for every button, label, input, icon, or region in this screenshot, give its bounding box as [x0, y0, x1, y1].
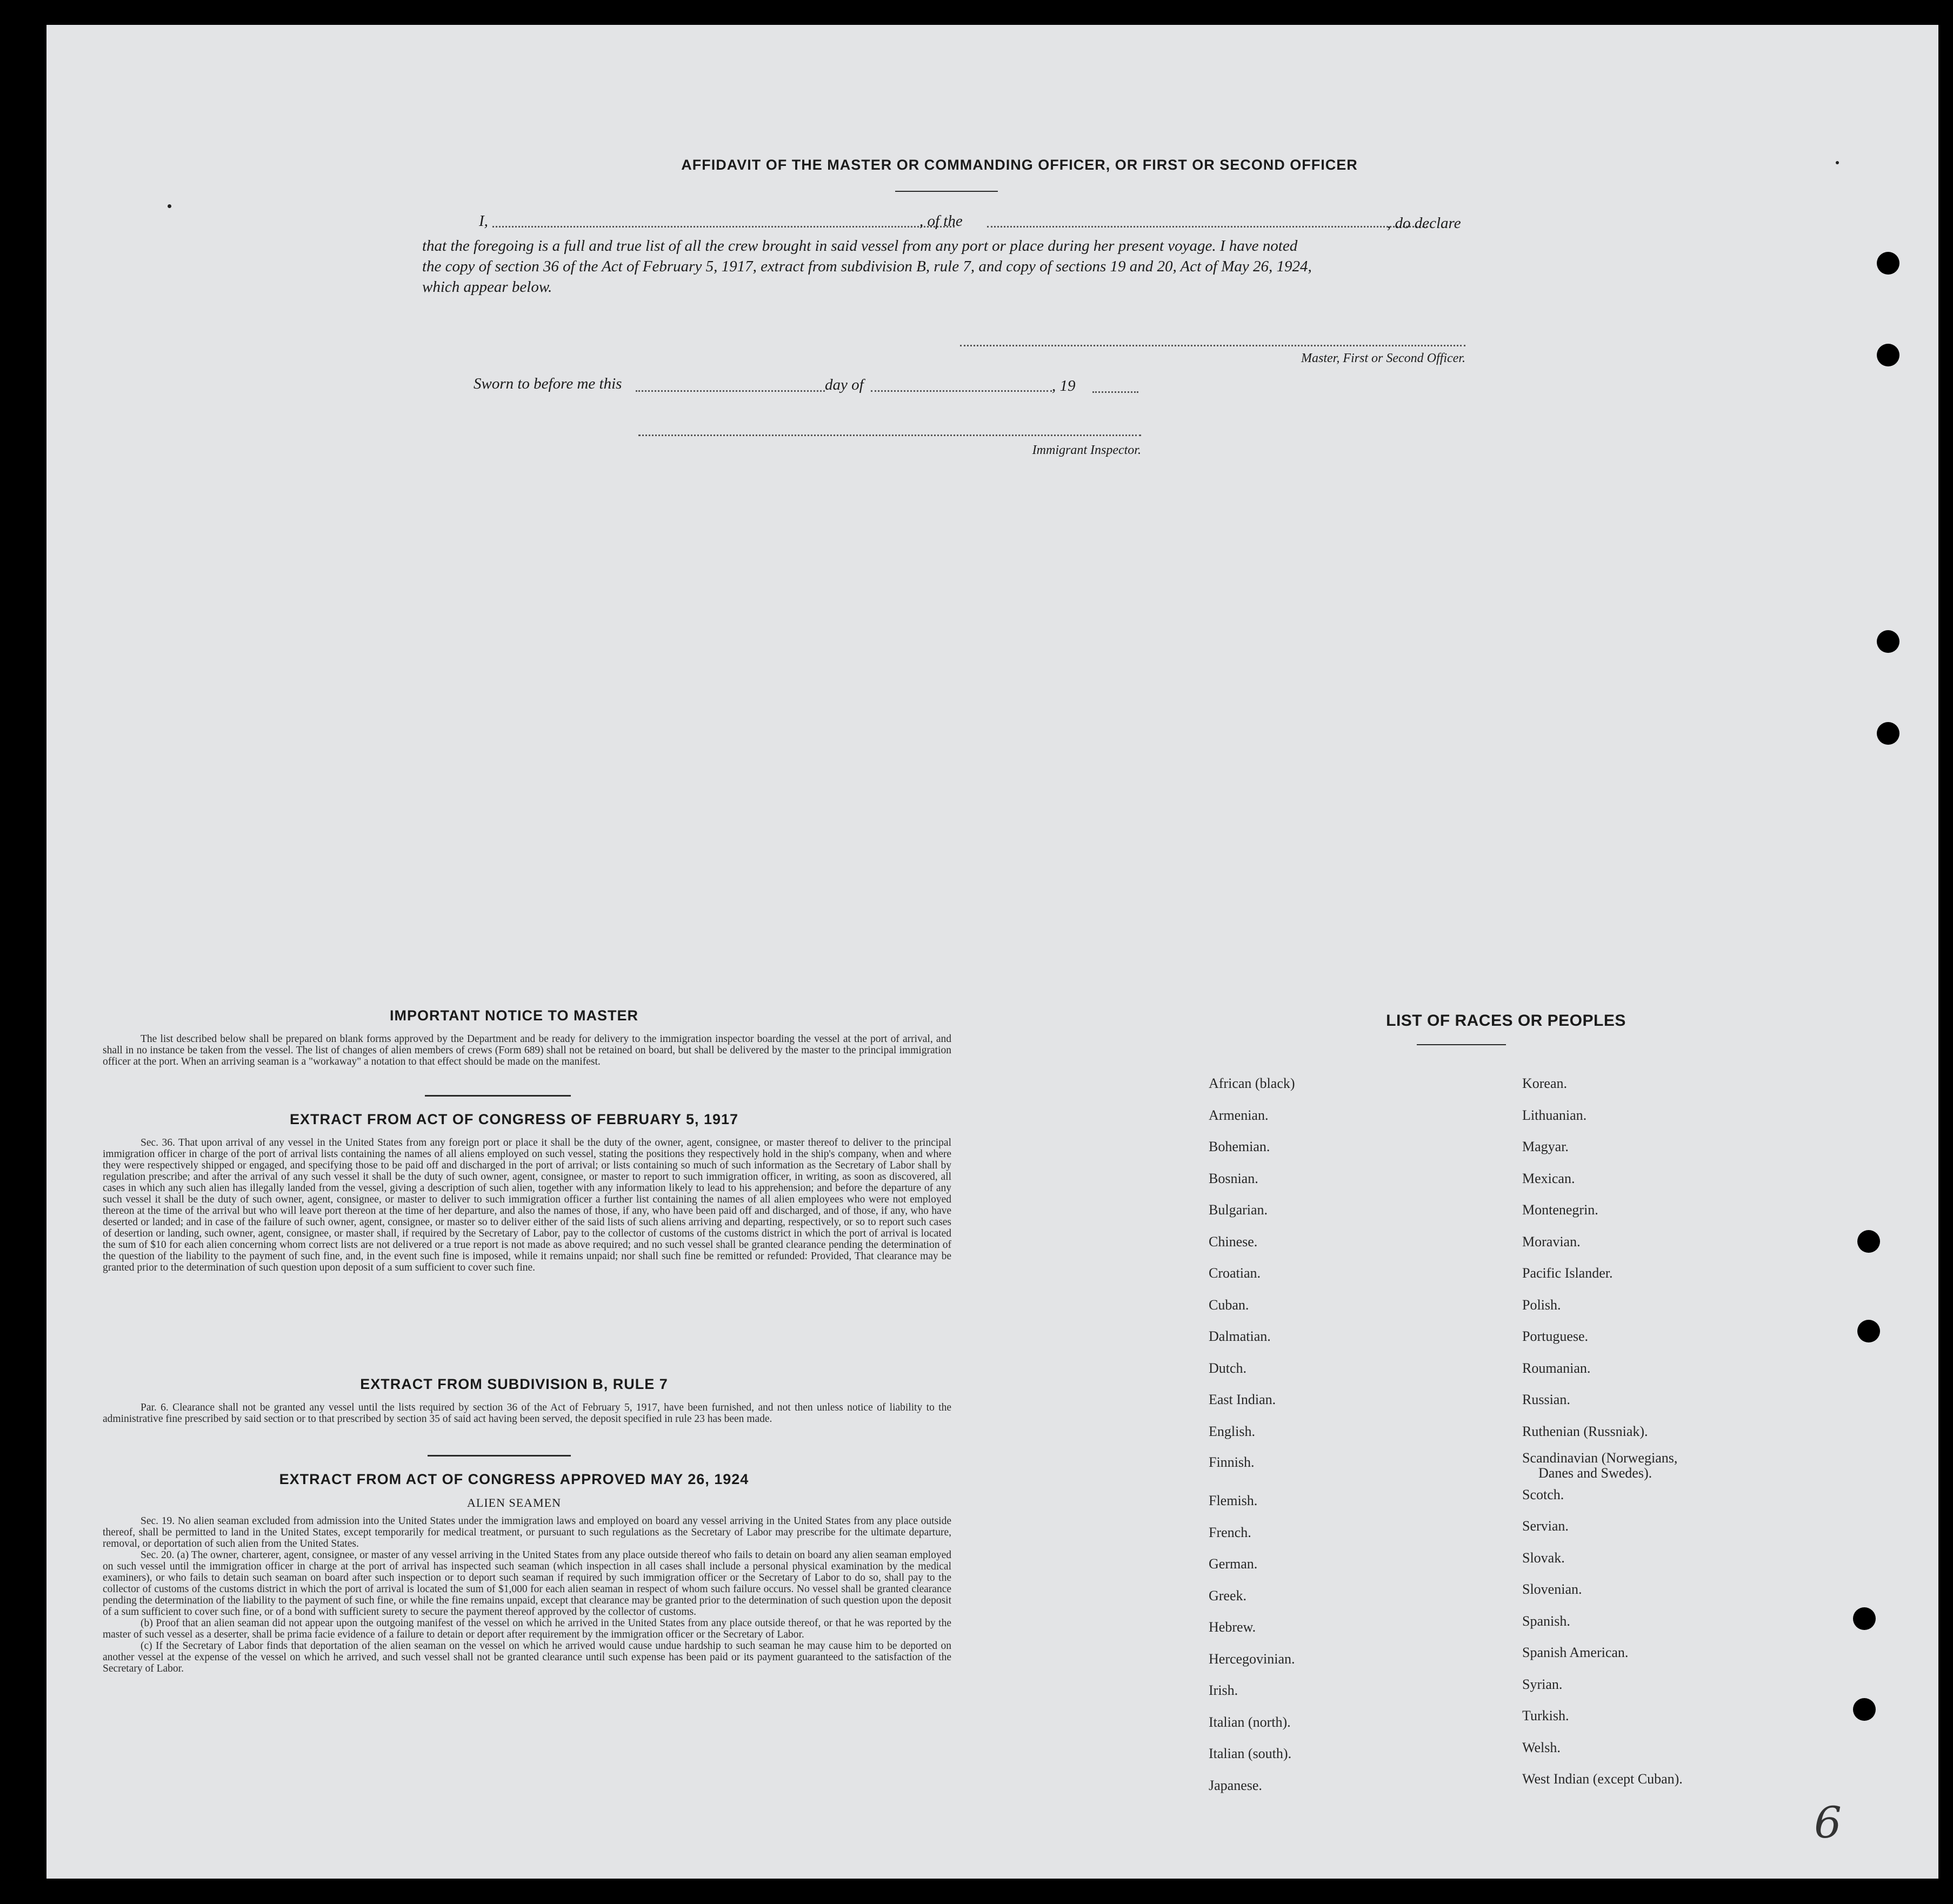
binder-hole: [1853, 1698, 1876, 1721]
race-item: Hebrew.: [1209, 1619, 1256, 1635]
race-item: Magyar.: [1522, 1139, 1569, 1154]
sec-20b-paragraph: (b) Proof that an alien seaman did not appear upon the outgoing manifest of the vessel on which he arrived in the United States from any place outside thereof, or that he was reported by the master of such vessel as a deserter, shall be prima facie evidence of a failure to detain or deport after requirement by the immigration officer or the Secretary of Labor.: [103, 1618, 951, 1640]
race-item: German.: [1209, 1556, 1258, 1572]
extract-1924-title: EXTRACT FROM ACT OF CONGRESS APPROVED MAY 26, 1924: [279, 1471, 749, 1487]
race-item: Roumanian.: [1522, 1360, 1591, 1376]
race-item-line: Danes and Swedes).: [1538, 1465, 1652, 1481]
race-item-scandinavian: [1522, 1447, 1868, 1479]
affidavit-body-line-3: which appear below.: [422, 278, 552, 296]
master-signature-line[interactable]: [960, 345, 1465, 346]
name-blank[interactable]: [492, 226, 955, 228]
race-item: West Indian (except Cuban).: [1522, 1771, 1683, 1787]
par-6-paragraph: Par. 6. Clearance shall not be granted any vessel until the lists required by section 36 of the Act of February 5, 1917, have been furnished, and not then unless notice of liability to the administrative fine prescribed by said section or to that prescribed by section 35 of said act having been served, the deposit specified in rule 23 has been made.: [103, 1402, 951, 1425]
subdivision-b-body: [103, 1402, 951, 1425]
race-item: Mexican.: [1522, 1170, 1575, 1186]
binder-hole: [1853, 1607, 1876, 1630]
inspector-signature-line[interactable]: [638, 435, 1141, 436]
affidavit-of-the-label: , of the: [919, 212, 963, 230]
affidavit-do-declare: , do declare: [1387, 215, 1461, 232]
binder-hole: [1857, 1320, 1880, 1342]
race-item: Russian.: [1522, 1392, 1570, 1407]
binder-hole: [1877, 344, 1899, 366]
race-item: Italian (south).: [1209, 1746, 1292, 1761]
alien-seamen-subtitle: ALIEN SEAMEN: [467, 1496, 561, 1509]
race-item: Moravian.: [1522, 1233, 1581, 1250]
year-label: , 19: [1052, 377, 1076, 395]
race-item: Bulgarian.: [1209, 1202, 1268, 1218]
binder-hole: [1857, 1230, 1880, 1253]
race-item: Slovak.: [1522, 1549, 1565, 1566]
ink-speck: [1836, 161, 1839, 164]
sec-36-paragraph: Sec. 36. That upon arrival of any vessel in the United States from any foreign port or place it shall be the duty of the owner, agent, consignee, or master thereof to deliver to the principal immigration officer in charge of the port of arrival lists containing the names of all aliens employed on such vessel, stating the positions they respectively hold in the ship's company, when and where they were respectively shipped or engaged, and specifying those to be paid off and discharged in the port of arrival; or lists containing so much of such information as the Secretary of Labor shall by regulation prescribe; and after the arrival of any such vessel it shall be the duty of such owner, agent, consignee, or master to report to such immigration officer, in writing, as soon as discovered, all cases in which any such alien has illegally landed from the vessel, giving a description of such alien, together with any information likely to lead to his apprehension; and before the departure of any such vessel it shall be the duty of such owner, agent, consignee, or master to deliver to such immigration officer a further list containing the names of all alien employees who were not employed thereon at the time of the arrival but who will leave port thereon at the time of her departure, and also the names of those, if any, who have been paid off and discharged, and of those, if any, who have deserted or landed; and in case of the failure of such owner, agent, consignee, or master so to deliver either of the said lists of such aliens arriving and departing, respectively, or so to report such cases of desertion or landing, such owner, agent, consignee, or master shall, if required by the Secretary of Labor, pay to the collector of customs of the customs district in which the port of arrival is located the sum of $10 for each alien concerning whom correct lists are not delivered or a true report is not made as above required; and no such vessel shall be granted clearance pending the determination of the question of the liability to the payment of such fine, and, in the event such fine is imposed, while it remains unpaid; nor shall such fine be remitted or refunded: Provided, That clearance may be granted prior to the determination of such question upon deposit of a sum sufficient to cover such fine.: [103, 1137, 951, 1273]
race-item: Pacific Islander.: [1522, 1265, 1613, 1281]
divider-2: [428, 1455, 571, 1457]
race-item: Polish.: [1522, 1297, 1561, 1313]
race-item: Flemish.: [1209, 1493, 1258, 1508]
affidavit-body-line-1: that the foregoing is a full and true list of all the crew brought in said vessel from any port or place during her present voyage. I have noted: [422, 237, 1298, 255]
race-item: Spanish American.: [1522, 1645, 1629, 1660]
affidavit-title-rule: [895, 191, 998, 192]
race-item: Finnish.: [1209, 1454, 1255, 1470]
race-item: Servian.: [1522, 1518, 1569, 1534]
races-title: LIST OF RACES OR PEOPLES: [1386, 1012, 1626, 1030]
race-item: Bosnian.: [1209, 1170, 1258, 1186]
race-item: Portuguese.: [1522, 1328, 1589, 1344]
ink-speck: [168, 204, 171, 208]
subdivision-b-title: EXTRACT FROM SUBDIVISION B, RULE 7: [360, 1376, 668, 1392]
race-item: Irish.: [1209, 1682, 1238, 1698]
race-item: Dutch.: [1209, 1360, 1247, 1376]
race-item: African (black): [1209, 1075, 1295, 1091]
race-item: Hercegovinian.: [1209, 1651, 1295, 1667]
race-item: Dalmatian.: [1209, 1328, 1271, 1344]
race-item: Bohemian.: [1209, 1139, 1270, 1154]
sworn-day-blank[interactable]: [636, 390, 825, 392]
race-item: Welsh.: [1522, 1739, 1561, 1755]
race-item: Ruthenian (Russniak).: [1522, 1423, 1648, 1439]
handwritten-page-number: 6: [1814, 1798, 1842, 1848]
day-of-label: day of: [825, 376, 864, 393]
divider-1: [425, 1095, 571, 1097]
notice-title: IMPORTANT NOTICE TO MASTER: [390, 1007, 638, 1024]
document-sheet: [46, 25, 1938, 1879]
race-item: East Indian.: [1209, 1392, 1276, 1407]
sworn-year-blank[interactable]: [1092, 391, 1138, 393]
extract-1924-body: [103, 1515, 951, 1674]
notice-body: [103, 1033, 951, 1067]
race-item: Korean.: [1522, 1075, 1568, 1091]
affidavit-body: [422, 236, 1465, 297]
race-item: Spanish.: [1522, 1613, 1570, 1629]
notice-paragraph: The list described below shall be prepared on blank forms approved by the Department and be ready for delivery to the immigration inspector boarding the vessel at the port of arrival, and shall in no instance be taken from the vessel. The list of changes of alien members of crews (Form 689) shall not be retained on board, but shall be delivered by the master to the principal immigration officer at the port. When an arriving seaman is a "workaway" a notation to that effect should be made on the manifest.: [103, 1033, 951, 1067]
race-item: Italian (north).: [1209, 1714, 1291, 1730]
affidavit-i-label: I,: [479, 212, 488, 230]
races-title-rule: [1417, 1044, 1506, 1045]
race-item: Croatian.: [1209, 1265, 1261, 1281]
sworn-month-blank[interactable]: [871, 390, 1052, 392]
extract-1917-body: [103, 1137, 951, 1273]
race-item-line: Scandinavian (Norwegians,: [1522, 1450, 1678, 1466]
extract-1917-title: EXTRACT FROM ACT OF CONGRESS OF FEBRUARY 5, 1917: [289, 1111, 739, 1127]
race-item: Turkish.: [1522, 1708, 1569, 1723]
race-item: Armenian.: [1209, 1107, 1269, 1123]
sworn-label: Sworn to before me this: [474, 375, 622, 392]
sec-19-paragraph: Sec. 19. No alien seaman excluded from admission into the United States under the immigration laws and employed on board any vessel arriving in the United States from any place outside thereof, shall be permitted to land in the United States, except temporarily for medical treatment, or pursuant to such regulations as the Secretary of Labor may prescribe for the ultimate departure, removal, or deportation of such alien from the United States.: [103, 1515, 951, 1549]
race-item: Montenegrin.: [1522, 1202, 1598, 1218]
race-item: Lithuanian.: [1522, 1107, 1587, 1123]
binder-hole: [1877, 630, 1899, 653]
race-item: Slovenian.: [1522, 1581, 1582, 1597]
race-item: Chinese.: [1209, 1233, 1258, 1250]
binder-hole: [1877, 252, 1899, 275]
race-item: Syrian.: [1522, 1676, 1563, 1692]
master-signature-label: Master, First or Second Officer.: [1301, 351, 1465, 365]
affidavit-body-line-2: the copy of section 36 of the Act of February 5, 1917, extract from subdivision B, rule 7, and copy of sections 19 and 20, Act of May 26, 1924,: [422, 258, 1312, 275]
races-right-column: [1522, 1068, 1868, 1795]
vessel-blank[interactable]: [987, 226, 1428, 228]
race-item: Japanese.: [1209, 1777, 1262, 1793]
inspector-label: Immigrant Inspector.: [1032, 443, 1141, 457]
binder-hole: [1877, 722, 1899, 745]
race-item: Scotch.: [1522, 1486, 1564, 1502]
sec-20c-paragraph: (c) If the Secretary of Labor finds that deportation of the alien seaman on the vessel on which he arrived would cause undue hardship to such seaman he may cause him to be deported on another vessel at the expense of the vessel on which he arrived, and such vessel shall not be granted clearance until such expense has been paid or its payment guaranteed to the satisfaction of the Secretary of Labor.: [103, 1640, 951, 1674]
affidavit-title: AFFIDAVIT OF THE MASTER OR COMMANDING OFFICER, OR FIRST OR SECOND OFFICER: [681, 157, 1358, 173]
race-item: Greek.: [1209, 1587, 1247, 1604]
race-item: English.: [1209, 1423, 1255, 1439]
race-item: Cuban.: [1209, 1297, 1249, 1313]
race-item: French.: [1209, 1524, 1251, 1540]
sec-20a-paragraph: Sec. 20. (a) The owner, charterer, agent, consignee, or master of any vessel arriving in the United States from any place outside thereof who fails to detain on board any alien seaman employed on such vessel until the immigration officer in charge at the port of arrival has inspected such seaman (which inspection in all cases shall include a personal physical examination by the medical examiners), or who fails to detain such seaman on board after such inspection or to deport such seaman if required by such immigration officer or the Secretary of Labor to do so, shall pay to the collector of customs of the customs district in which the port of arrival is located the sum of $1,000 for each alien seaman in respect of whom such failure occurs. No vessel shall be granted clearance pending the determination of the liability to the payment of such fine, or while the fine remains unpaid, except that clearance may be granted prior to the determination of such question upon the deposit of a sum sufficient to cover such fine, or of a bond with sufficient surety to secure the payment thereof approved by the collector of customs.: [103, 1549, 951, 1618]
races-left-column: [1209, 1068, 1533, 1801]
